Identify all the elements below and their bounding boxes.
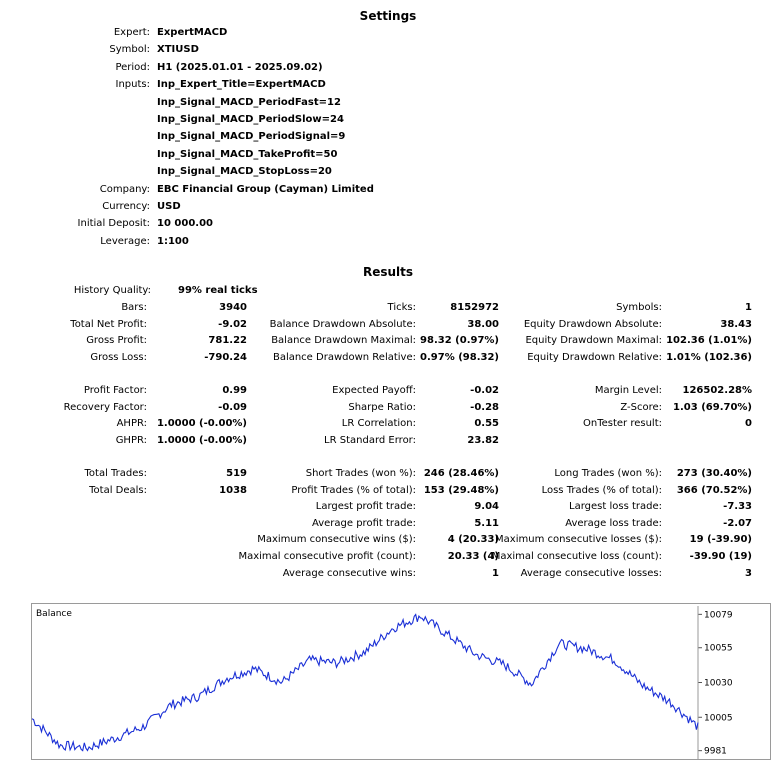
result-label: Loss Trades (% of total):: [541, 484, 662, 496]
result-label: Expected Payoff:: [332, 385, 416, 396]
settings-label: Leverage:: [100, 235, 150, 247]
history-quality-label: History Quality:: [73, 285, 151, 296]
result-label: OnTester result:: [582, 418, 662, 430]
settings-value: 10 000.00: [157, 218, 213, 230]
result-label: Total Trades:: [84, 468, 147, 479]
result-label: Average profit trade:: [311, 517, 416, 529]
result-value: 8152972: [450, 302, 499, 313]
balance-chart: [31, 603, 771, 760]
result-label: Total Deals:: [89, 484, 147, 496]
chart-title: Balance: [36, 609, 72, 619]
result-label: Total Net Profit:: [70, 318, 147, 330]
result-value: 102.36 (1.01%): [666, 335, 752, 347]
result-label: Average loss trade:: [565, 517, 662, 529]
result-value: 1: [492, 567, 499, 579]
result-value: 3: [745, 567, 752, 579]
result-value: -39.90 (19): [689, 551, 752, 562]
result-label: Gross Profit:: [86, 335, 147, 347]
result-value: 9.04: [474, 501, 499, 513]
result-label: Maximum consecutive wins ($):: [257, 534, 416, 546]
result-value: 1.0000 (-0.00%): [156, 434, 247, 446]
result-value: 366 (70.52%): [676, 484, 752, 496]
result-value: -790.24: [204, 351, 247, 363]
settings-value: EBC Financial Group (Cayman) Limited: [157, 183, 374, 195]
result-value: -9.02: [218, 318, 247, 330]
result-value: 246 (28.46%): [423, 468, 499, 479]
result-label: Maximum consecutive losses ($):: [495, 534, 662, 546]
result-label: Profit Trades (% of total):: [291, 484, 416, 496]
result-value: 19 (-39.90): [689, 534, 752, 546]
y-tick-label: 9981: [704, 746, 727, 757]
history-quality-value: 99% real ticks: [178, 285, 258, 296]
result-label: Balance Drawdown Relative:: [272, 351, 416, 363]
result-value: 126502.28%: [682, 385, 752, 396]
y-tick-label: 10005: [704, 713, 733, 724]
result-label: AHPR:: [116, 418, 147, 430]
result-label: Maximal consecutive loss (count):: [491, 551, 662, 562]
result-label: Long Trades (won %):: [554, 468, 662, 479]
result-label: Maximal consecutive profit (count):: [238, 551, 416, 562]
result-value: 5.11: [474, 517, 499, 529]
result-label: Largest profit trade:: [315, 501, 416, 513]
settings-value: Inp_Signal_MACD_PeriodSignal=9: [157, 131, 346, 143]
settings-value: ExpertMACD: [157, 27, 228, 38]
result-label: Profit Factor:: [83, 385, 147, 396]
result-value: 23.82: [467, 434, 499, 446]
result-label: Balance Drawdown Maximal:: [271, 335, 416, 347]
result-value: 1: [745, 302, 752, 313]
result-value: 0.97% (98.32): [420, 351, 499, 363]
settings-value: Inp_Signal_MACD_PeriodFast=12: [157, 96, 341, 108]
result-value: 519: [226, 468, 247, 479]
y-tick-label: 10055: [704, 643, 733, 654]
settings-value: Inp_Signal_MACD_TakeProfit=50: [157, 148, 338, 160]
result-value: 1038: [219, 484, 247, 496]
result-label: Short Trades (won %):: [305, 468, 416, 479]
result-value: -2.07: [723, 517, 752, 529]
result-value: 0: [745, 418, 752, 430]
y-tick-label: 10030: [704, 678, 733, 689]
result-value: 38.00: [467, 318, 499, 330]
result-label: Bars:: [121, 302, 147, 313]
settings-label: Initial Deposit:: [77, 218, 150, 230]
settings-label: Expert:: [113, 27, 150, 38]
settings-value: Inp_Expert_Title=ExpertMACD: [157, 79, 326, 91]
result-label: Equity Drawdown Absolute:: [523, 318, 662, 330]
result-label: Ticks:: [387, 302, 416, 313]
settings-value: Inp_Signal_MACD_PeriodSlow=24: [157, 114, 344, 125]
result-value: 38.43: [720, 318, 752, 330]
result-value: 781.22: [208, 335, 247, 347]
settings-value: 1:100: [157, 235, 189, 247]
result-label: Average consecutive wins:: [282, 567, 416, 579]
result-label: Average consecutive losses:: [520, 567, 662, 579]
settings-label: Company:: [99, 183, 150, 195]
result-label: LR Standard Error:: [324, 434, 416, 446]
settings-title: Settings: [359, 9, 417, 23]
settings-label: Symbol:: [109, 44, 150, 56]
result-value: 1.01% (102.36): [666, 351, 752, 363]
result-label: Recovery Factor:: [63, 401, 147, 413]
result-value: -0.09: [218, 401, 247, 413]
results-title: Results: [362, 265, 414, 279]
balance-chart-svg: [32, 604, 772, 761]
result-value: 0.99: [222, 385, 247, 396]
result-value: -0.28: [470, 401, 499, 413]
result-label: Gross Loss:: [90, 351, 147, 363]
result-label: Balance Drawdown Absolute:: [269, 318, 416, 330]
result-value: 4 (20.33): [447, 534, 499, 546]
result-value: 0.55: [474, 418, 499, 430]
result-value: 153 (29.48%): [423, 484, 499, 496]
settings-value: XTIUSD: [157, 44, 199, 56]
settings-value: USD: [157, 201, 181, 212]
result-label: Equity Drawdown Relative:: [527, 351, 662, 363]
result-label: Margin Level:: [594, 385, 662, 396]
settings-value: H1 (2025.01.01 - 2025.09.02): [157, 61, 323, 73]
settings-label: Currency:: [102, 201, 150, 212]
result-label: Sharpe Ratio:: [348, 401, 416, 413]
result-value: 1.0000 (-0.00%): [156, 418, 247, 430]
balance-line: [32, 615, 698, 751]
settings-label: Period:: [115, 61, 150, 73]
result-label: Symbols:: [616, 302, 662, 313]
result-value: -7.33: [723, 501, 752, 513]
result-value: 98.32 (0.97%): [420, 335, 499, 347]
settings-value: Inp_Signal_MACD_StopLoss=20: [157, 166, 332, 178]
result-label: Largest loss trade:: [569, 501, 662, 513]
result-value: 3940: [219, 302, 247, 313]
result-label: GHPR:: [115, 434, 147, 446]
result-label: Z-Score:: [620, 401, 662, 413]
result-label: Equity Drawdown Maximal:: [525, 335, 662, 347]
result-value: -0.02: [470, 385, 499, 396]
result-value: 273 (30.40%): [676, 468, 752, 479]
y-tick-label: 10079: [704, 610, 733, 621]
result-label: LR Correlation:: [341, 418, 416, 430]
settings-label: Inputs:: [115, 79, 150, 91]
result-value: 20.33 (4): [447, 551, 499, 562]
result-value: 1.03 (69.70%): [673, 401, 752, 413]
